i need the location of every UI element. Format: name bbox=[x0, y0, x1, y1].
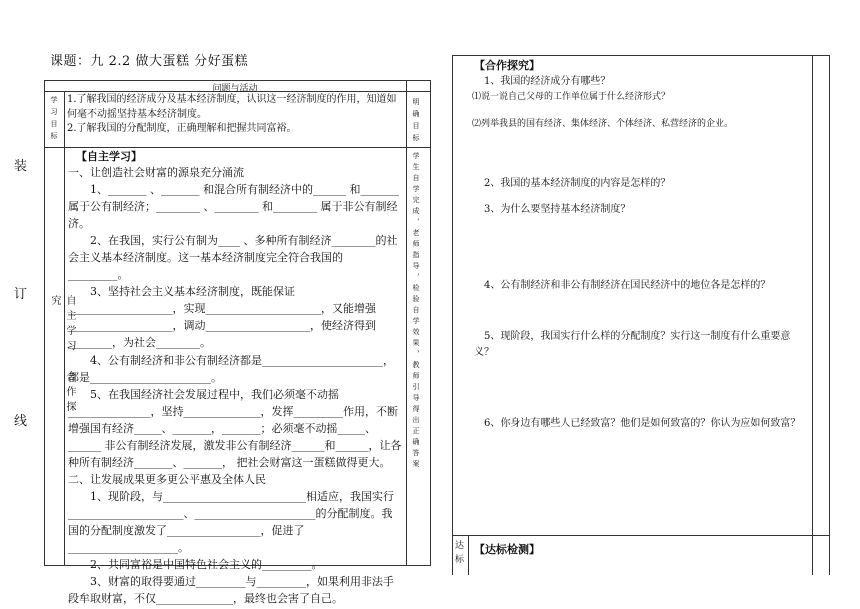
right-table-right bbox=[829, 55, 830, 575]
clear-goal-label: 明确目标 bbox=[412, 98, 420, 146]
table-header: 问题与活动 bbox=[212, 84, 258, 94]
section-2-title: 二、让发展成果更多更公平惠及全体人民 bbox=[68, 472, 266, 486]
teacher-guidance-label: 学生自学完成，老师指导，检验自学效果，教师引导得出正确答案 bbox=[412, 152, 420, 471]
binding-mark-3: 线 bbox=[14, 414, 28, 429]
left-table-left bbox=[44, 80, 45, 566]
coop-q4: 4、公有制经济和非公有制经济在国民经济中的地位各是怎样的？ bbox=[484, 280, 771, 291]
coop-q2: 2、我国的基本经济制度的内容是怎样的？ bbox=[484, 178, 671, 189]
self-study-title: 【自主学习】 bbox=[76, 150, 142, 163]
coop-q1a: ⑴说一说自己父母的工作单位属于什么经济形式？ bbox=[472, 92, 671, 102]
check-title: 【达标检测】 bbox=[474, 543, 540, 556]
self-study-label: 自主学习 合作探究 bbox=[49, 295, 75, 416]
coop-q5: 5、现阶段，我国实行什么样的分配制度？实行这一制度有什么重要意义？ bbox=[474, 331, 791, 358]
question-5: 5、在我国经济社会发展过程中，我们必须毫不动摇_______________，坚持______________，发挥_________作用，不断增强国有经济_____、_______，_______；必须毫不动摇_____、______ 非公有制经济发展，激发非公有制经济______和______，让各种所有制经济_______、_______， 把社会财富这一蛋糕做得更大。 bbox=[68, 387, 402, 469]
lesson-title: 课题：九 2.2 做大蛋糕 分好蛋糕 bbox=[50, 54, 249, 69]
question-2: 2、在我国，实行公有制为____ 、多种所有制经济________的社会主义基本经济制度。这一基本经济制度完全符合我国的_________。 bbox=[68, 234, 398, 282]
goal-1: 1.了解我国的经济成分及基本经济制度，认识这一经济制度的作用，知道如何毫不动摇坚持基本经济制度。 bbox=[67, 94, 397, 120]
coop-title: 【合作探究】 bbox=[474, 59, 540, 72]
binding-mark-1: 装 bbox=[14, 159, 28, 174]
coop-q1: 1、我国的经济成分有哪些？ bbox=[484, 76, 611, 87]
question-7: 2、共同富裕是中国特色社会主义的_________。 bbox=[90, 558, 323, 572]
right-table-top bbox=[452, 55, 830, 56]
right-table-left bbox=[452, 55, 453, 575]
question-8: 3、财富的取得要通过_________与_________，如果利用非法手段牟取财富，不仅______________，最终也会害了自己。 bbox=[68, 575, 394, 606]
left-table-right bbox=[430, 80, 431, 566]
goal-2: 2.了解我国的分配制度，正确理解和把握共同富裕。 bbox=[67, 123, 297, 134]
check-label: 达标 bbox=[455, 541, 465, 566]
coop-q3: 3、为什么要坚持基本经济制度？ bbox=[484, 204, 631, 215]
question-1: 1、_______ 、_______ 和混合所有制经济中的______ 和_______ 属于公有制经济；________ 、________ 和________ 属于非公有制经济。 bbox=[68, 183, 399, 231]
right-col-divider bbox=[812, 55, 813, 575]
self-study-content bbox=[68, 148, 402, 607]
coop-section bbox=[474, 57, 810, 73]
goal-label: 学习目标 bbox=[50, 96, 58, 144]
learning-goals bbox=[67, 93, 403, 137]
right-check-divider bbox=[468, 535, 469, 575]
question-6: 1、现阶段，与__________________________相适应，我国实行_____________________、______________________的分配制度。我国的分配制度激发了_________________，促进了____________________。 bbox=[68, 489, 394, 555]
left-right-col-divider bbox=[406, 80, 407, 566]
question-4: 4、公有制经济和非公有制经济都是______________________，都是______________________。 bbox=[68, 353, 394, 384]
right-check-line bbox=[452, 535, 830, 536]
binding-mark-2: 订 bbox=[14, 287, 28, 302]
coop-q1b: ⑵列举我县的国有经济、集体经济、个体经济、私营经济的企业。 bbox=[472, 119, 734, 129]
section-1-title: 一、让创造社会财富的源泉充分涌流 bbox=[68, 166, 244, 179]
coop-q6: 6、你身边有哪些人已经致富？他们是如何致富的？你认为应如何致富？ bbox=[484, 418, 801, 429]
question-3: 3、坚持社会主义基本经济制度，既能保证___________________，实现_____________________，又能增强___________________，调动___________________，使经济得到________，为社会________。 bbox=[68, 285, 376, 350]
